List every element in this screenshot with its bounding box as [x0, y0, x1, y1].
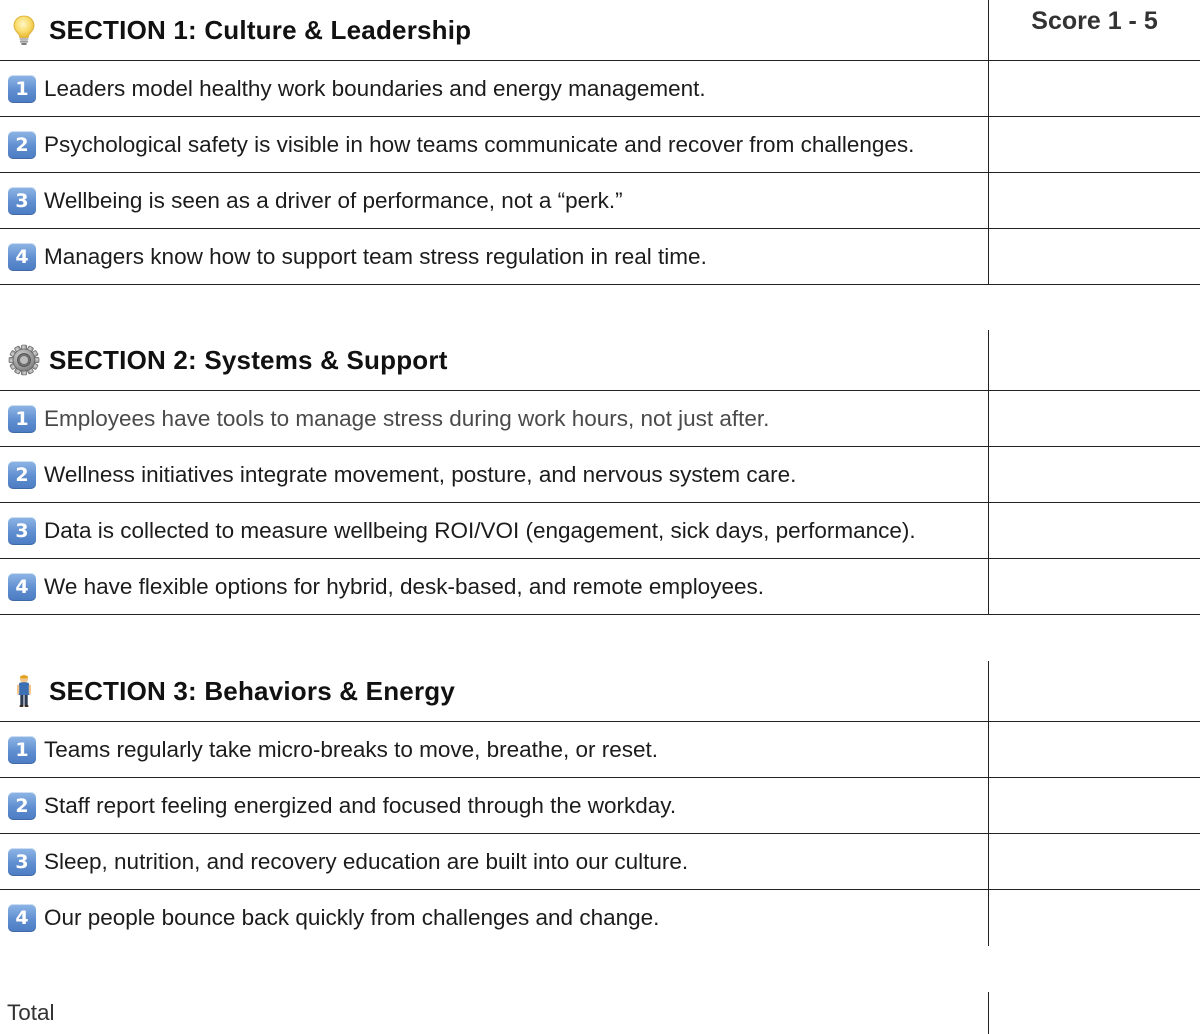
table-row [0, 229, 1200, 285]
table-row [0, 834, 1200, 890]
total-row [0, 992, 1200, 1034]
item-text: Sleep, nutrition, and recovery education are built into our culture. [44, 848, 689, 874]
score-cell[interactable] [989, 503, 1200, 558]
table-row [0, 447, 1200, 503]
list-item [8, 447, 796, 502]
item-text: We have flexible options for hybrid, desk-based, and remote employees. [44, 573, 764, 599]
list-item [8, 890, 659, 946]
table-row [0, 503, 1200, 559]
table-row [0, 61, 1200, 117]
gear-icon [8, 344, 40, 376]
number-badge: 2 [8, 131, 36, 159]
item-text: Teams regularly take micro-breaks to move, breathe, or reset. [44, 736, 658, 762]
score-cell[interactable] [989, 890, 1200, 946]
table-row [0, 559, 1200, 615]
list-item [8, 229, 707, 284]
score-cell[interactable] [989, 229, 1200, 284]
score-cell[interactable] [989, 391, 1200, 446]
number-badge: 1 [8, 736, 36, 764]
table-row [0, 890, 1200, 946]
section-3-title [8, 661, 455, 721]
table-row [0, 173, 1200, 229]
item-text: Staff report feeling energized and focused through the workday. [44, 792, 677, 818]
score-cell[interactable] [989, 778, 1200, 833]
table-row [0, 722, 1200, 778]
number-badge: 4 [8, 573, 36, 601]
list-item [8, 503, 916, 558]
section-2 [0, 330, 1200, 615]
list-item [8, 778, 676, 833]
item-text: Wellbeing is seen as a driver of performance, not a “perk.” [44, 187, 623, 213]
score-cell[interactable] [989, 447, 1200, 502]
list-item [8, 391, 769, 446]
total-label: Total [7, 1000, 55, 1025]
number-badge: 3 [8, 517, 36, 545]
number-badge: 1 [8, 405, 36, 433]
list-item [8, 559, 764, 614]
item-text: Employees have tools to manage stress during work hours, not just after. [44, 405, 770, 431]
list-item [8, 834, 688, 889]
item-text: Leaders model healthy work boundaries and energy management. [44, 75, 706, 101]
column-divider [988, 661, 989, 721]
list-item [8, 722, 658, 777]
list-item [8, 117, 914, 172]
section-1-title [8, 0, 471, 60]
number-badge: 4 [8, 243, 36, 271]
score-cell[interactable] [989, 722, 1200, 777]
table-row [0, 778, 1200, 834]
number-badge: 3 [8, 187, 36, 215]
person-icon [8, 675, 40, 707]
section-2-title-text: SECTION 2: Systems & Support [49, 344, 448, 375]
item-text: Managers know how to support team stress regulation in real time. [44, 243, 707, 269]
number-badge: 3 [8, 848, 36, 876]
column-divider [988, 330, 989, 390]
number-badge: 4 [8, 904, 36, 932]
section-2-title [8, 330, 448, 390]
section-1-title-text: SECTION 1: Culture & Leadership [49, 14, 472, 45]
number-badge: 2 [8, 792, 36, 820]
score-cell[interactable] [989, 61, 1200, 116]
section-3 [0, 661, 1200, 946]
section-3-header-row [0, 661, 1200, 722]
list-item [8, 61, 706, 116]
score-cell[interactable] [989, 834, 1200, 889]
table-row [0, 391, 1200, 447]
section-2-header-row [0, 330, 1200, 391]
section-3-title-text: SECTION 3: Behaviors & Energy [49, 675, 456, 706]
lightbulb-icon [8, 14, 40, 46]
section-1-header-row [0, 0, 1200, 61]
item-text: Our people bounce back quickly from challenges and change. [44, 905, 660, 930]
score-cell[interactable] [989, 559, 1200, 614]
total-score-cell[interactable] [989, 992, 1200, 1034]
score-header: Score 1 - 5 [1031, 7, 1158, 35]
score-cell[interactable] [989, 173, 1200, 228]
item-text: Data is collected to measure wellbeing ROI/VOI (engagement, sick days, performance). [44, 517, 916, 543]
number-badge: 1 [8, 75, 36, 103]
table-row [0, 117, 1200, 173]
number-badge: 2 [8, 461, 36, 489]
list-item [8, 173, 623, 228]
section-1 [0, 0, 1200, 285]
item-text: Wellness initiatives integrate movement, posture, and nervous system care. [44, 461, 797, 487]
item-text: Psychological safety is visible in how teams communicate and recover from challenges. [44, 131, 915, 157]
score-cell[interactable] [989, 117, 1200, 172]
